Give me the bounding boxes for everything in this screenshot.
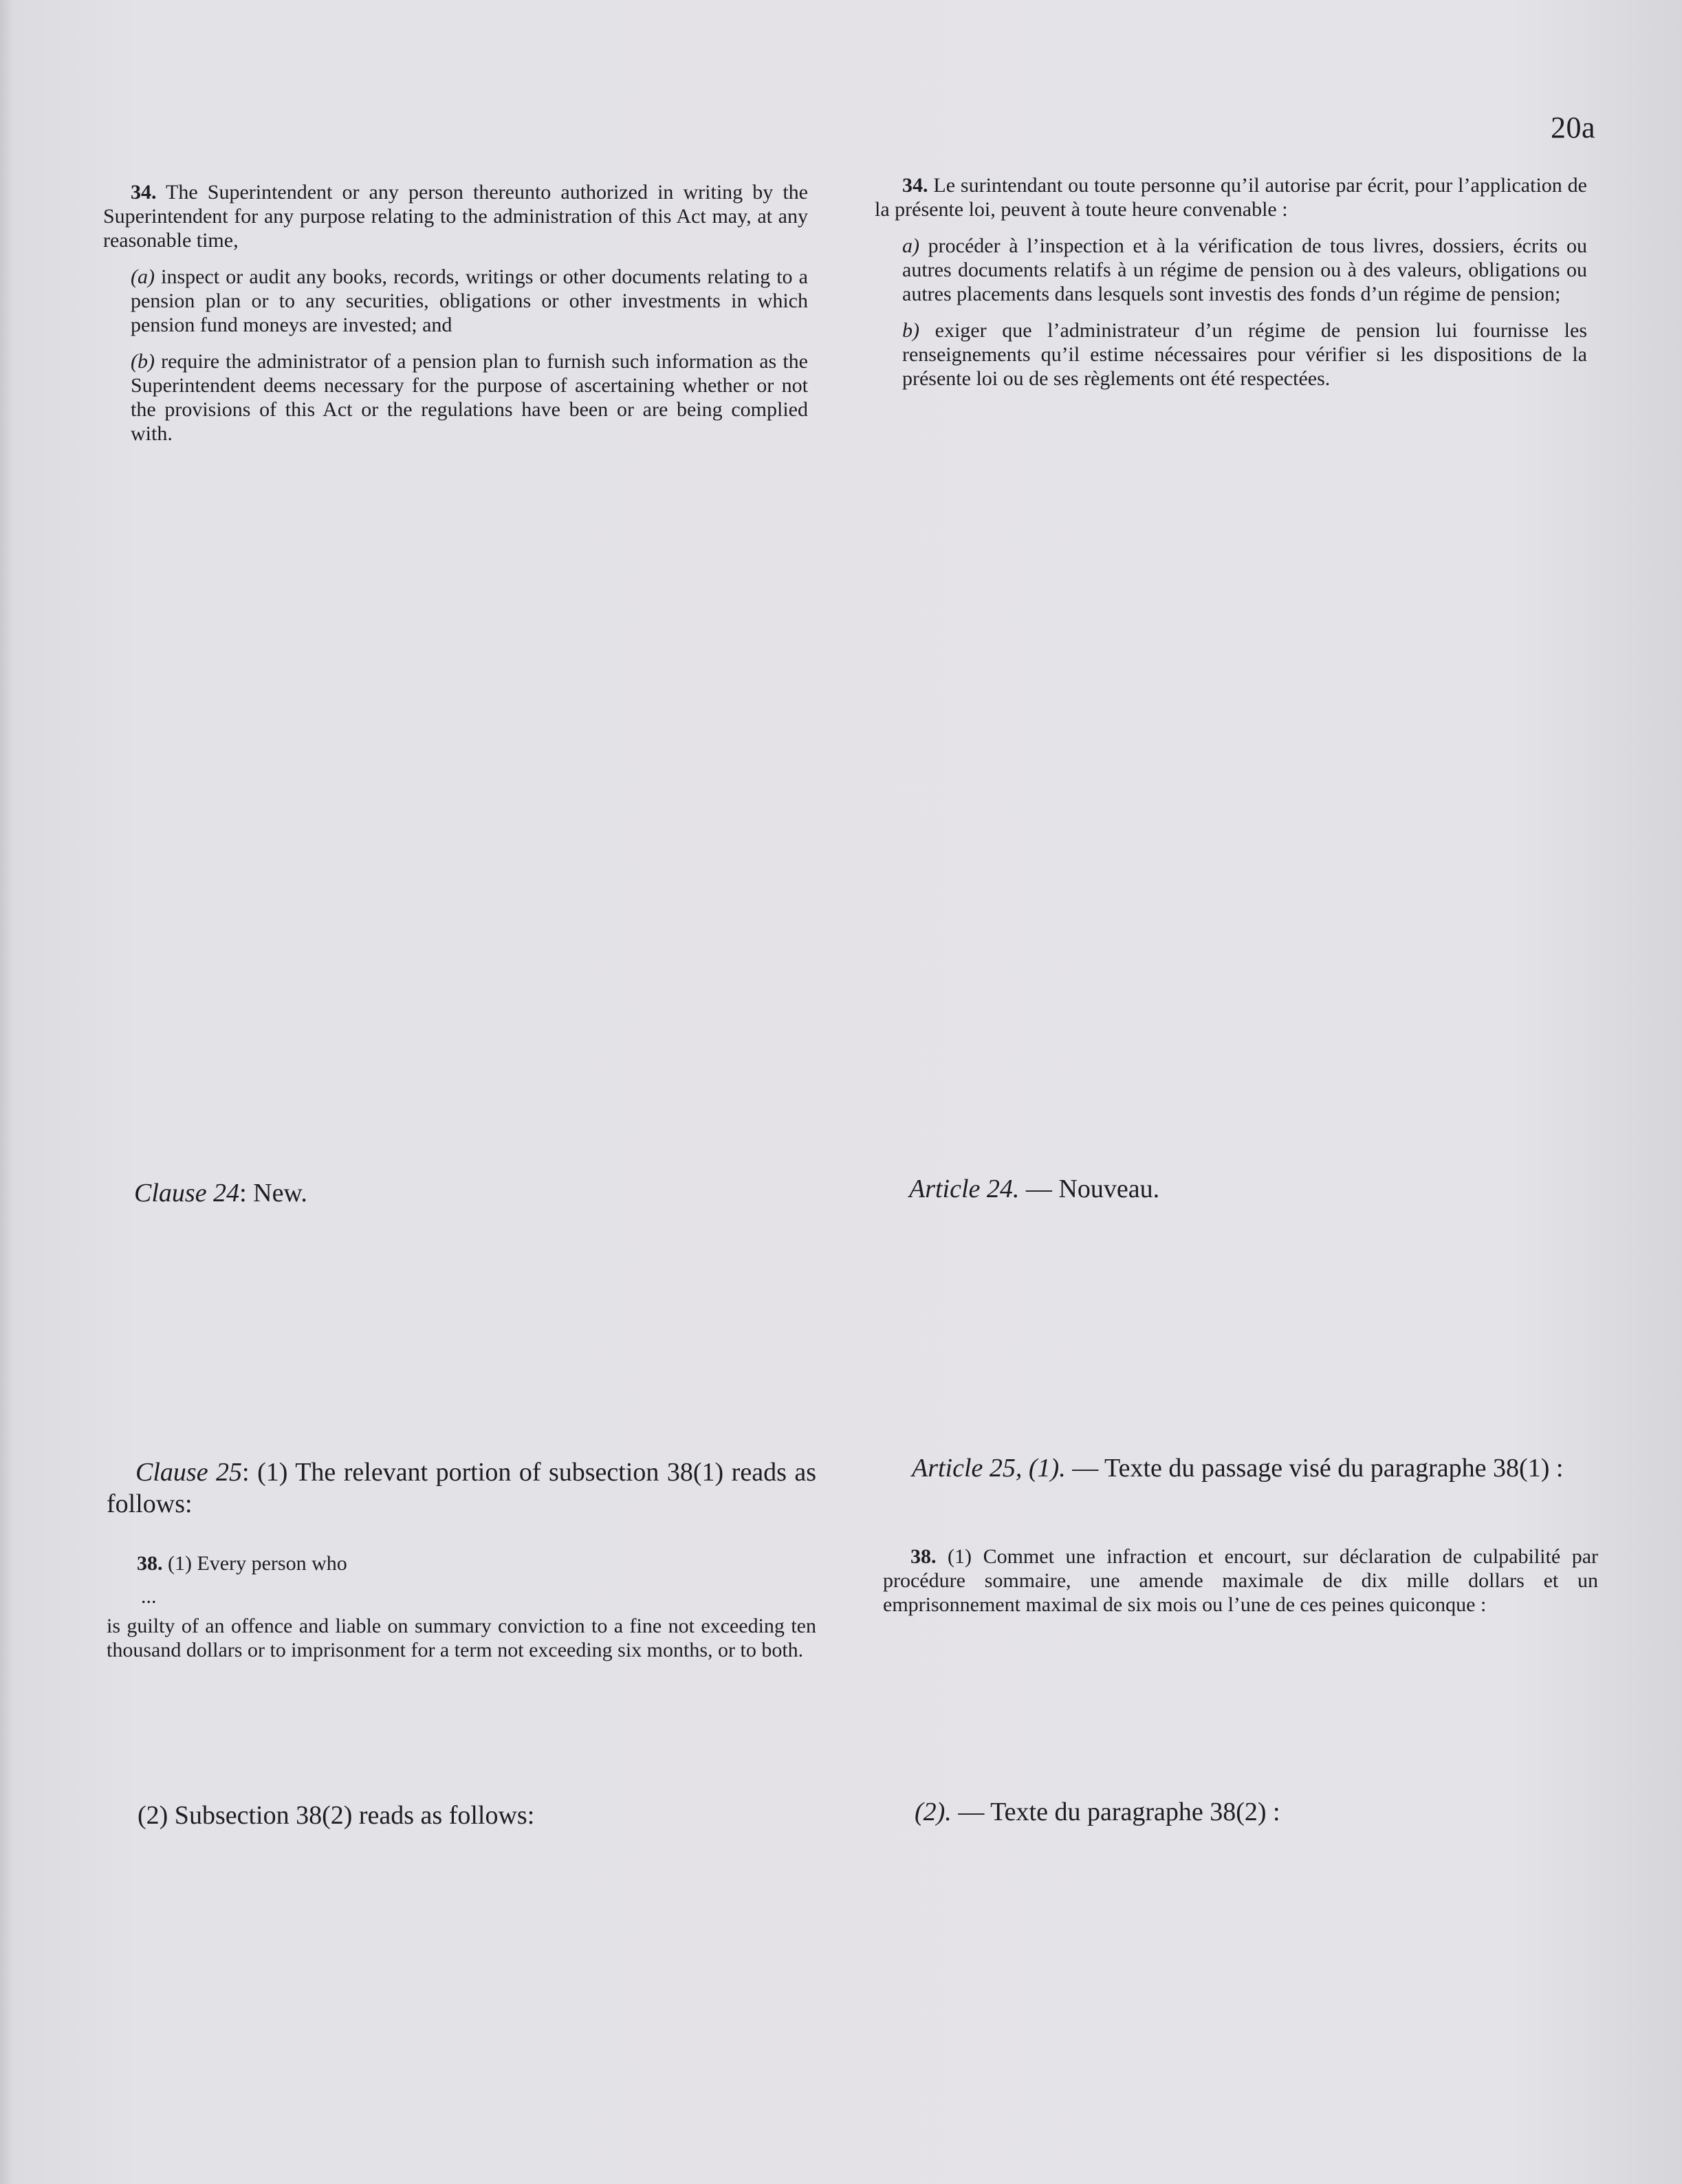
en-s38-ellipsis: ...: [141, 1585, 157, 1608]
left-section-34: [103, 180, 808, 446]
fr-article-25-label: Article 25, (1).: [912, 1454, 1066, 1483]
fr-s34-number: 34.: [902, 174, 928, 197]
fr-s34-a-text: procéder à l’inspection et à la vérification de tous livres, dossiers, écrits ou autres documents relatifs à un régime de pension ou à des valeurs, obligations ou autres placements dans lesquels sont investis des fonds d’un régime de pension;: [902, 234, 1588, 305]
en-clause-24-label: Clause 24: [134, 1179, 240, 1208]
fr-article-24: [909, 1173, 1583, 1205]
en-section-38: [107, 1551, 816, 1662]
en-s34-number: 34.: [131, 181, 157, 204]
fr-article-24-label: Article 24.: [909, 1175, 1020, 1203]
en-s34-intro: [103, 180, 808, 252]
fr-s34-para-b: [875, 318, 1587, 391]
fr-s34-para-a: [875, 234, 1587, 306]
en-subsection-2: [138, 1800, 811, 1831]
en-subsection-2-text: (2) Subsection 38(2) reads as follows:: [138, 1801, 535, 1830]
fr-s34-a-label: a): [902, 234, 919, 257]
fr-article-24-text: — Nouveau.: [1019, 1175, 1160, 1203]
en-s38-number: 38.: [137, 1552, 163, 1575]
en-clause-24: [134, 1177, 808, 1209]
en-s34-b-label: (b): [131, 350, 155, 373]
fr-subsection-2-label: (2).: [915, 1798, 952, 1826]
fr-s34-b-text: exiger que l’administrateur d’un régime de pension lui fournisse les renseignements qu’il estime nécessaires pour vérifier si les dispositions de la présente loi ou de ses règlements ont été respectées.: [902, 319, 1587, 390]
en-s34-b-text: require the administrator of a pension plan to furnish such information as the Superintendent deems necessary for the purpose of ascertaining whether or not the provisions of this Act or the regulations have been or are being complied with.: [131, 350, 808, 445]
en-s38-text: (1) Every person who: [168, 1552, 347, 1575]
fr-s34-b-label: b): [902, 319, 919, 342]
fr-s34-intro: [875, 173, 1587, 221]
en-s38-rest: is guilty of an offence and liable on summary conviction to a fine not exceeding ten thousand dollars or to imprisonment for a term not exceeding six months, or to both.: [107, 1615, 816, 1661]
right-section-34: [875, 173, 1587, 391]
en-s34-a-label: (a): [131, 265, 155, 288]
page-number: 20a: [1550, 111, 1595, 144]
fr-article-25: [883, 1452, 1598, 1484]
fr-s38-number: 38.: [910, 1545, 937, 1568]
en-clause-25-text: : (1) The relevant portion of subsection 38(1) reads as follows:: [107, 1458, 816, 1518]
en-s34-intro-text: The Superintendent or any person thereunto authorized in writing by the Superintendent for any purpose relating to the administration of this Act may, at any reasonable time,: [103, 181, 808, 252]
en-clause-25: [107, 1456, 816, 1520]
fr-s34-intro-text: Le surintendant ou toute personne qu’il autorise par écrit, pour l’application de la présente loi, peuvent à toute heure convenable :: [875, 174, 1587, 221]
en-clause-24-text: : New.: [239, 1179, 307, 1208]
fr-section-38: [883, 1544, 1598, 1617]
en-s34-para-b: [103, 349, 808, 446]
en-s34-a-text: inspect or audit any books, records, writings or other documents relating to a pension plan or to any securities, obligations or other investments in which pension fund moneys are invested; and: [131, 265, 808, 336]
fr-s38-text: (1) Commet une infraction et encourt, sur déclaration de culpabilité par procédure sommaire, une amende maximale de dix mille dollars et un emprisonnement maximal de six mois ou l’une de ces peines quiconque :: [883, 1545, 1598, 1616]
fr-subsection-2-text: — Texte du paragraphe 38(2) :: [951, 1798, 1280, 1826]
fr-article-25-text: — Texte du passage visé du paragraphe 38(1) :: [1065, 1454, 1564, 1483]
en-s34-para-a: [103, 265, 808, 337]
en-clause-25-label: Clause 25: [135, 1458, 243, 1487]
fr-subsection-2: [915, 1796, 1588, 1828]
